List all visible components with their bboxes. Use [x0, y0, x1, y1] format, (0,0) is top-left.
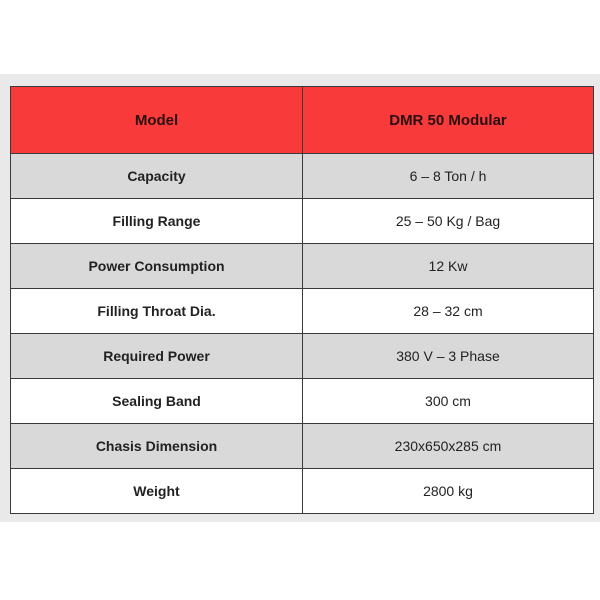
- row-value-weight: 2800 kg: [303, 469, 594, 514]
- row-label-weight: Weight: [11, 469, 303, 514]
- row-value-required-power: 380 V – 3 Phase: [303, 334, 594, 379]
- header-label-cell: Model: [11, 87, 303, 154]
- row-label-filling-range: Filling Range: [11, 199, 303, 244]
- table-row: [11, 424, 594, 469]
- header-value-cell: DMR 50 Modular: [303, 87, 594, 154]
- row-value-power-consumption: 12 Kw: [303, 244, 594, 289]
- row-value-capacity: 6 – 8 Ton / h: [303, 154, 594, 199]
- row-label-chasis-dimension: Chasis Dimension: [11, 424, 303, 469]
- table-row: [11, 334, 594, 379]
- table-row: [11, 244, 594, 289]
- row-label-filling-throat-dia: Filling Throat Dia.: [11, 289, 303, 334]
- row-value-chasis-dimension: 230x650x285 cm: [303, 424, 594, 469]
- row-label-sealing-band: Sealing Band: [11, 379, 303, 424]
- table-header-row: [11, 87, 594, 154]
- row-label-capacity: Capacity: [11, 154, 303, 199]
- spec-table: [10, 86, 594, 514]
- row-value-filling-range: 25 – 50 Kg / Bag: [303, 199, 594, 244]
- table-row: [11, 379, 594, 424]
- row-label-power-consumption: Power Consumption: [11, 244, 303, 289]
- table-row: [11, 154, 594, 199]
- table-row: [11, 289, 594, 334]
- row-value-sealing-band: 300 cm: [303, 379, 594, 424]
- table-row: [11, 199, 594, 244]
- row-value-filling-throat-dia: 28 – 32 cm: [303, 289, 594, 334]
- row-label-required-power: Required Power: [11, 334, 303, 379]
- table-row: [11, 469, 594, 514]
